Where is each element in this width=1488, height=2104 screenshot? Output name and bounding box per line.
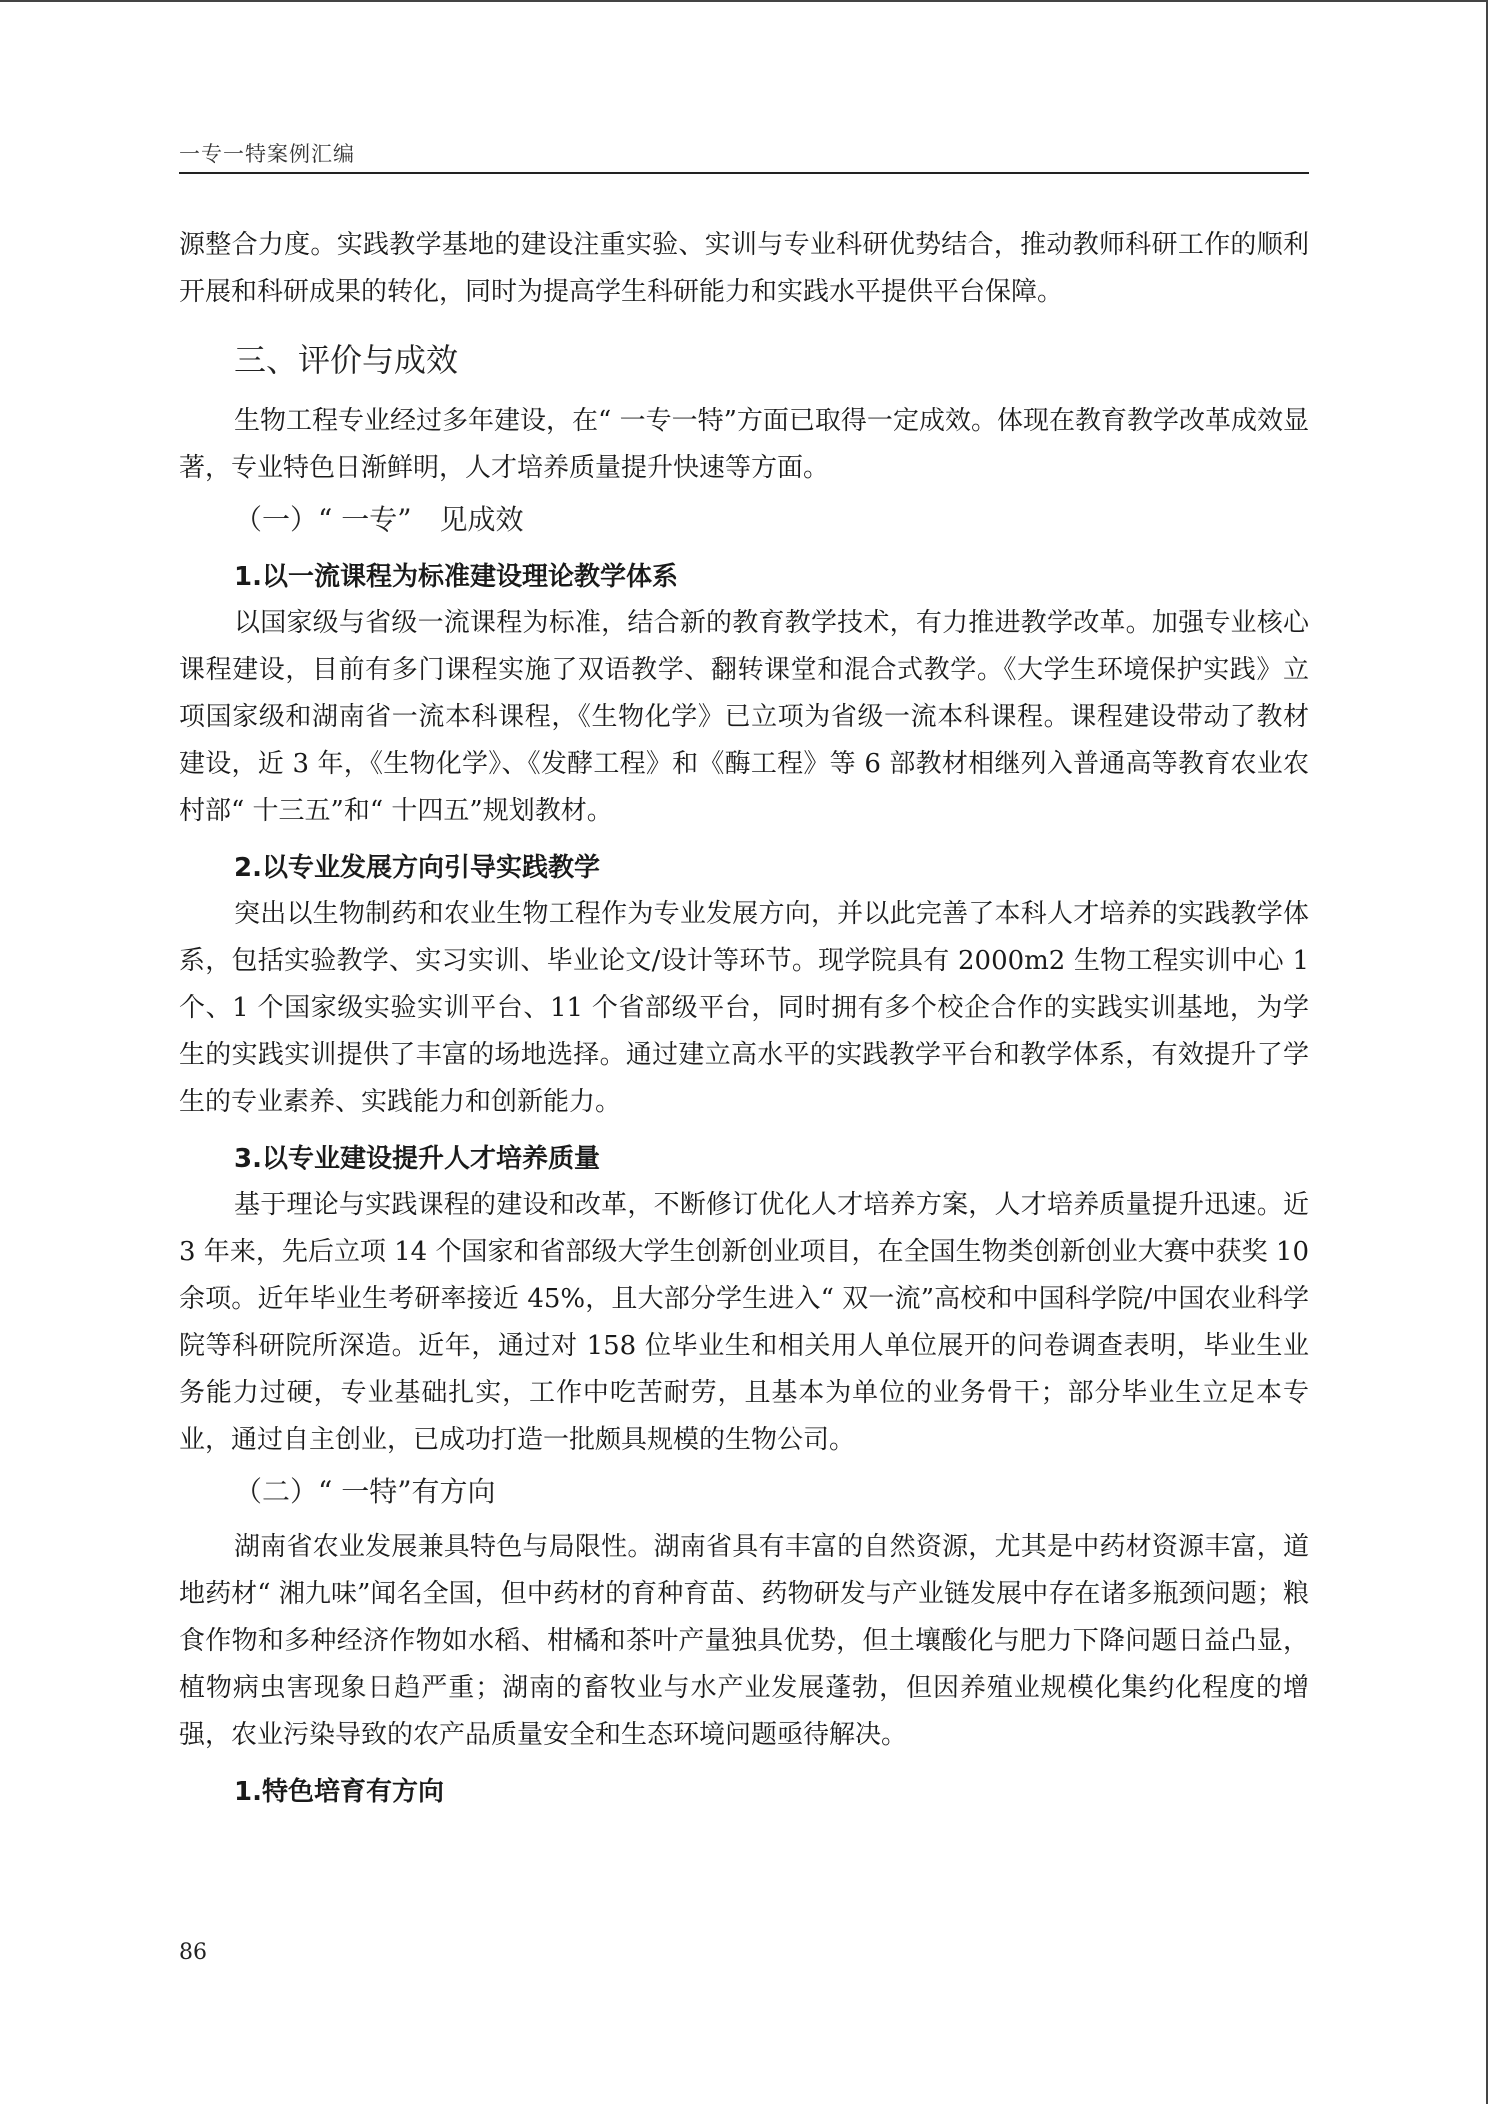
heading-first-class-courses: 1.以一流课程为标准建设理论教学体系 (234, 562, 678, 592)
subsection-heading-one-feature: （二）“ 一特”有方向 (234, 1475, 496, 1508)
running-header-title: 一专一特案例汇编 (179, 142, 355, 166)
page-number: 86 (179, 1940, 207, 1965)
subsection-heading-one-major: （一）“ 一专” 见成效 (234, 503, 524, 536)
paragraph-courses: 以国家级与省级一流课程为标准，结合新的教育教学技术，有力推进教学改革。加强专业核心课程建设，目前有多门课程实施了双语教学、翻转课堂和混合式教学。《大学生环境保护实践》立项国家级和湖南省一流本科课程，《生物化学》已立项为省级一流本科课程。课程建设带动了教材建设，近 3 年，《生物化学》、《发酵工程》和《酶工程》等 6 部教材相继列入普通高等教育农业农村部“ 十三五”和“ 十四五”规划教材。 (179, 608, 1309, 826)
section-heading-evaluation: 三、评价与成效 (234, 341, 459, 379)
page-border-top (0, 0, 1488, 2)
heading-practice-teaching: 2.以专业发展方向引导实践教学 (234, 853, 600, 883)
paragraph-continuation: 源整合力度。实践教学基地的建设注重实验、实训与专业科研优势结合，推动教师科研工作的顺利开展和科研成果的转化，同时为提高学生科研能力和实践水平提供平台保障。 (179, 230, 1309, 307)
paragraph-practice: 突出以生物制药和农业生物工程作为专业发展方向，并以此完善了本科人才培养的实践教学体系，包括实验教学、实习实训、毕业论文/设计等环节。现学院具有 2000m2 生物工程实训中心 1 个、1 个国家级实验实训平台、11 个省部级平台，同时拥有多个校企合作的实践实训基地，为学生的实践实训提供了丰富的场地选择。通过建立高水平的实践教学平台和教学体系，有效提升了学生的专业素养、实践能力和创新能力。 (179, 899, 1309, 1117)
heading-feature-cultivation: 1.特色培育有方向 (234, 1777, 444, 1807)
document-body (179, 222, 1309, 1815)
paragraph-hunan-agriculture: 湖南省农业发展兼具特色与局限性。湖南省具有丰富的自然资源，尤其是中药材资源丰富，道地药材“ 湘九味”闻名全国，但中药材的育种育苗、药物研发与产业链发展中存在诸多瓶颈问题；粮食作物和多种经济作物如水稻、柑橘和茶叶产量独具优势，但土壤酸化与肥力下降问题日益凸显，植物病虫害现象日趋严重；湖南的畜牧业与水产业发展蓬勃，但因养殖业规模化集约化程度的增强，农业污染导致的农产品质量安全和生态环境问题亟待解决。 (179, 1532, 1309, 1750)
running-header (179, 140, 1309, 174)
heading-talent-quality: 3.以专业建设提升人才培养质量 (234, 1144, 600, 1174)
paragraph-overview: 生物工程专业经过多年建设，在“ 一专一特”方面已取得一定成效。体现在教育教学改革成效显著，专业特色日渐鲜明，人才培养质量提升快速等方面。 (179, 406, 1309, 483)
paragraph-talent: 基于理论与实践课程的建设和改革，不断修订优化人才培养方案，人才培养质量提升迅速。近 3 年来，先后立项 14 个国家和省部级大学生创新创业项目，在全国生物类创新创业大赛中获奖 10 余项。近年毕业生考研率接近 45%，且大部分学生进入“ 双一流”高校和中国科学院/中国农业科学院等科研院所深造。近年，通过对 158 位毕业生和相关用人单位展开的问卷调查表明，毕业生业务能力过硬，专业基础扎实，工作中吃苦耐劳，且基本为单位的业务骨干；部分毕业生立足本专业，通过自主创业，已成功打造一批颇具规模的生物公司。 (179, 1190, 1309, 1455)
